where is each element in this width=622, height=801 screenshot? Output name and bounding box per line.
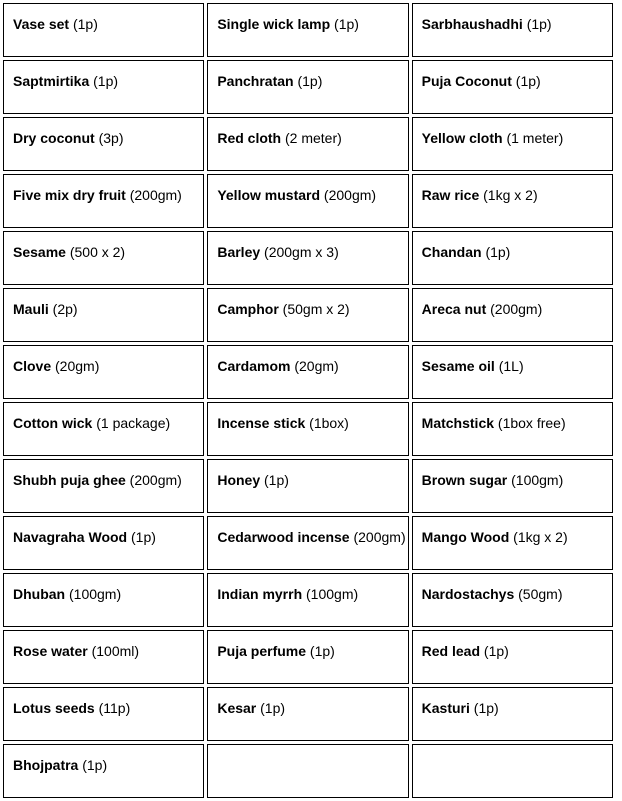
item-name: Yellow cloth [421, 130, 503, 146]
item-cell [3, 573, 204, 627]
table-row [3, 402, 613, 456]
item-name: Single wick lamp [217, 16, 331, 32]
table-row [3, 573, 613, 627]
item-cell [207, 630, 408, 684]
table-row [3, 3, 613, 57]
item-name: Sesame oil [421, 358, 495, 374]
item-quantity: (1p) [131, 529, 156, 545]
item-quantity: (1p) [515, 73, 541, 89]
item-quantity: (50gm) [518, 586, 563, 602]
item-name: Clove [13, 358, 52, 374]
item-quantity: (1L) [498, 358, 524, 374]
item-quantity: (1p) [297, 73, 323, 89]
item-quantity: (3p) [98, 130, 124, 146]
item-cell [207, 459, 408, 513]
item-name: Dry coconut [13, 130, 95, 146]
item-quantity: (200gm) [490, 301, 543, 317]
item-cell [412, 516, 613, 570]
item-cell [3, 60, 204, 114]
item-name: Cotton wick [13, 415, 93, 431]
item-cell [412, 3, 613, 57]
item-cell [207, 687, 408, 741]
item-quantity: (1p) [72, 16, 98, 32]
item-name: Kasturi [421, 700, 470, 716]
item-cell [412, 231, 613, 285]
item-name: Mauli [13, 301, 49, 317]
item-quantity: (500 x 2) [69, 244, 126, 260]
item-cell [412, 459, 613, 513]
empty-cell [412, 744, 613, 798]
item-name: Saptmirtika [13, 73, 90, 89]
item-quantity: (100ml) [91, 643, 140, 659]
item-quantity: (1p) [260, 700, 286, 716]
item-cell [207, 288, 408, 342]
item-name: Kesar [217, 700, 257, 716]
item-name: Chandan [421, 244, 482, 260]
item-name: Cedarwood incense [217, 529, 350, 545]
item-quantity: (1p) [82, 757, 108, 773]
item-name: Rose water [13, 643, 88, 659]
item-cell [3, 231, 204, 285]
item-quantity: (1box free) [497, 415, 566, 431]
item-cell [412, 288, 613, 342]
item-cell [3, 459, 204, 513]
item-name: Brown sugar [421, 472, 508, 488]
item-cell [3, 174, 204, 228]
item-cell [207, 516, 408, 570]
item-quantity: (11p) [98, 700, 131, 716]
item-cell [207, 3, 408, 57]
table-body [3, 3, 613, 798]
item-cell [412, 345, 613, 399]
item-cell [3, 345, 204, 399]
table-row [3, 117, 613, 171]
item-quantity: (1 meter) [506, 130, 564, 146]
item-cell [207, 402, 408, 456]
item-cell [412, 174, 613, 228]
item-cell [412, 573, 613, 627]
table-row [3, 60, 613, 114]
item-cell [207, 117, 408, 171]
item-quantity: (1 package) [96, 415, 171, 431]
item-name: Raw rice [421, 187, 480, 203]
item-name: Nardostachys [421, 586, 515, 602]
item-quantity: (200gm) [129, 187, 182, 203]
table-row [3, 744, 613, 798]
table-row [3, 459, 613, 513]
item-cell [3, 288, 204, 342]
item-quantity: (1kg x 2) [513, 529, 568, 545]
item-name: Areca nut [421, 301, 487, 317]
item-cell [412, 60, 613, 114]
item-name: Yellow mustard [217, 187, 321, 203]
item-quantity: (1p) [334, 16, 359, 32]
item-cell [3, 744, 204, 798]
item-name: Puja perfume [217, 643, 307, 659]
item-quantity: (1p) [483, 643, 509, 659]
item-quantity: (100gm) [69, 586, 122, 602]
item-name: Dhuban [13, 586, 66, 602]
item-quantity: (200gm x 3) [264, 244, 339, 260]
item-name: Incense stick [217, 415, 306, 431]
item-quantity: (1p) [264, 472, 289, 488]
item-cell [207, 231, 408, 285]
item-quantity: (100gm) [306, 586, 359, 602]
item-cell [412, 402, 613, 456]
item-cell [3, 3, 204, 57]
item-name: Red cloth [217, 130, 282, 146]
item-cell [207, 60, 408, 114]
item-name: Honey [217, 472, 261, 488]
item-quantity: (1kg x 2) [483, 187, 538, 203]
item-cell [207, 573, 408, 627]
item-name: Lotus seeds [13, 700, 95, 716]
item-name: Five mix dry fruit [13, 187, 126, 203]
item-cell [3, 630, 204, 684]
item-quantity: (1p) [485, 244, 511, 260]
item-name: Bhojpatra [13, 757, 79, 773]
item-quantity: (200gm) [353, 529, 406, 545]
item-name: Puja Coconut [421, 73, 512, 89]
item-name: Cardamom [217, 358, 291, 374]
item-cell [3, 402, 204, 456]
item-name: Sarbhaushadhi [421, 16, 523, 32]
item-name: Matchstick [421, 415, 495, 431]
item-name: Sesame [13, 244, 66, 260]
table-row [3, 630, 613, 684]
item-cell [412, 687, 613, 741]
table-row [3, 174, 613, 228]
item-name: Camphor [217, 301, 279, 317]
item-quantity: (20gm) [294, 358, 339, 374]
empty-cell [207, 744, 408, 798]
table-row [3, 231, 613, 285]
item-quantity: (1p) [473, 700, 499, 716]
item-cell [3, 516, 204, 570]
item-quantity: (2 meter) [285, 130, 342, 146]
table-row [3, 516, 613, 570]
item-quantity: (1p) [93, 73, 119, 89]
item-name: Red lead [421, 643, 481, 659]
table-row [3, 687, 613, 741]
item-cell [207, 345, 408, 399]
item-quantity: (1box) [309, 415, 349, 431]
item-quantity: (1p) [526, 16, 552, 32]
item-cell [207, 174, 408, 228]
item-quantity: (20gm) [55, 358, 100, 374]
item-quantity: (1p) [309, 643, 335, 659]
item-name: Barley [217, 244, 261, 260]
table-row [3, 288, 613, 342]
item-name: Indian myrrh [217, 586, 303, 602]
item-name: Panchratan [217, 73, 294, 89]
item-quantity: (2p) [52, 301, 78, 317]
item-cell [412, 630, 613, 684]
item-name: Vase set [13, 16, 70, 32]
item-name: Mango Wood [421, 529, 510, 545]
item-quantity: (100gm) [511, 472, 564, 488]
item-quantity: (200gm) [323, 187, 377, 203]
item-quantity: (200gm) [129, 472, 182, 488]
item-cell [3, 117, 204, 171]
item-quantity: (50gm x 2) [282, 301, 350, 317]
item-name: Navagraha Wood [13, 529, 128, 545]
item-name: Shubh puja ghee [13, 472, 126, 488]
item-cell [3, 687, 204, 741]
item-cell [412, 117, 613, 171]
table-row [3, 345, 613, 399]
